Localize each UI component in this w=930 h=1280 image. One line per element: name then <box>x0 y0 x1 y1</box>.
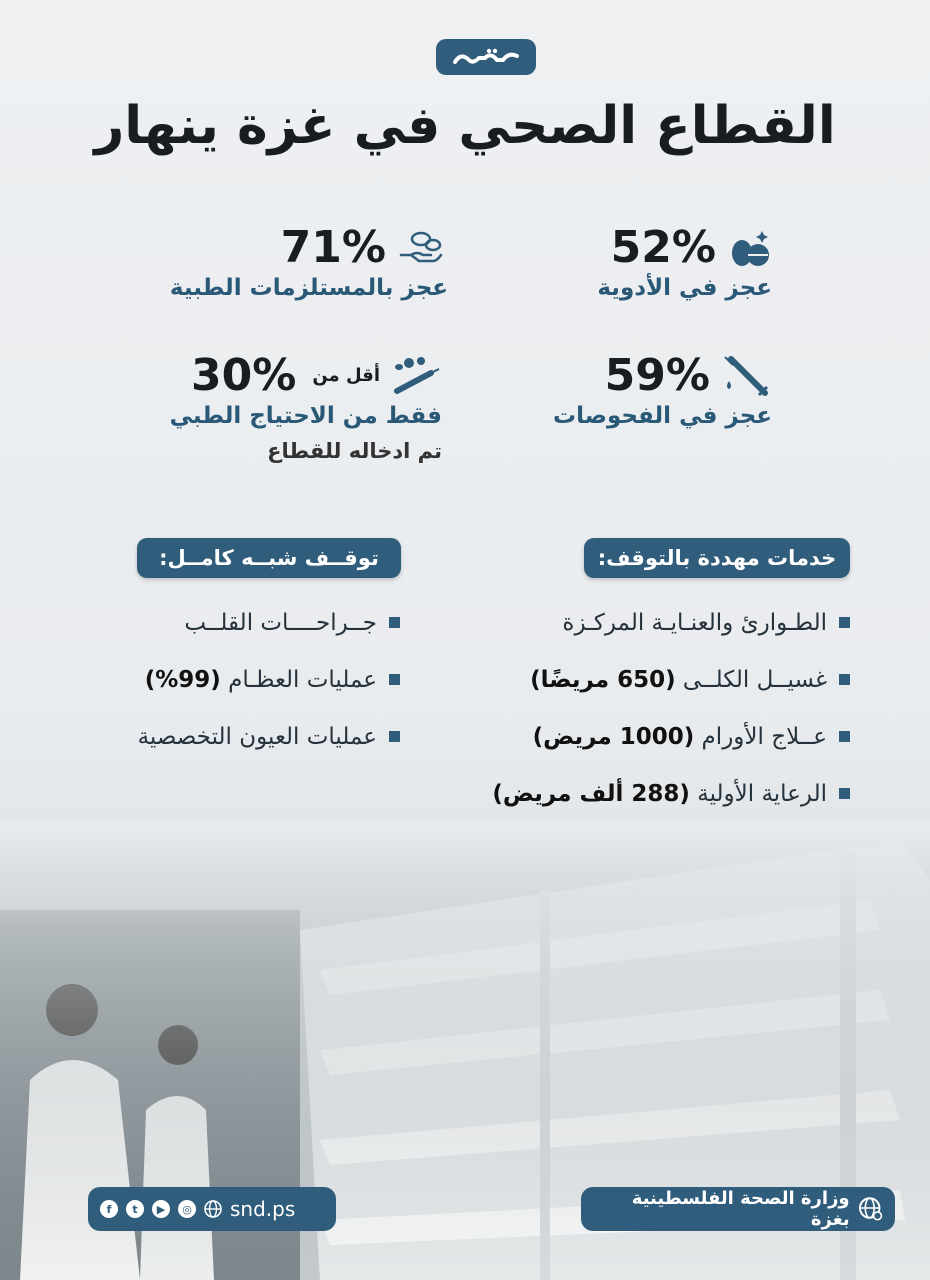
bullet-icon <box>389 731 400 742</box>
facebook-icon[interactable]: f <box>100 1200 118 1218</box>
syringe-icon <box>720 353 772 399</box>
syringe-pills-icon <box>390 353 442 399</box>
ministry-name: وزارة الصحة الفلسطينية بغزة <box>631 1188 850 1230</box>
pills-icon <box>726 225 772 271</box>
list-item-text: غسيــل الكلــى (650 مريضًا) <box>530 666 827 693</box>
stopped-list <box>80 594 400 765</box>
stat-prefix: أقل من <box>312 365 380 386</box>
threatened-heading: خدمات مهددة بالتوقف: <box>584 538 850 578</box>
social-bar <box>88 1187 336 1231</box>
globe-search-icon <box>858 1196 883 1222</box>
stat-label: عجز في الفحوصات <box>553 403 772 429</box>
list-item-text: جــراحــــات القلــب <box>184 609 377 636</box>
list-item-text: عــلاج الأورام (1000 مريض) <box>532 723 827 750</box>
brand-logo <box>436 39 536 75</box>
stat-label: عجز بالمستلزمات الطبية <box>169 275 448 301</box>
list-item <box>470 594 850 651</box>
list-item <box>470 765 850 822</box>
list-item <box>470 651 850 708</box>
hand-pills-icon <box>396 225 448 271</box>
list-item <box>80 594 400 651</box>
bullet-icon <box>839 674 850 685</box>
bullet-icon <box>389 617 400 628</box>
page-title: القطاع الصحي في غزة ينهار <box>94 96 836 156</box>
stat-sub: تم ادخاله للقطاع <box>267 439 442 463</box>
stat-needs <box>122 350 442 463</box>
list-item <box>470 708 850 765</box>
stat-value: 30% <box>191 350 297 401</box>
stat-label: عجز في الأدوية <box>597 275 772 301</box>
stat-tests <box>472 350 772 429</box>
stat-value: 59% <box>604 350 710 401</box>
bullet-icon <box>839 731 850 742</box>
list-item-text: الطـوارئ والعنـايـة المركـزة <box>562 609 827 636</box>
bullet-icon <box>839 617 850 628</box>
bullet-icon <box>839 788 850 799</box>
stat-supplies <box>128 222 448 301</box>
site-link[interactable]: snd.ps <box>230 1197 296 1221</box>
twitter-icon[interactable]: t <box>126 1200 144 1218</box>
stat-label: فقط من الاحتياج الطبي <box>169 403 442 429</box>
list-item <box>80 708 400 765</box>
list-item-text: الرعاية الأولية (288 ألف مريض) <box>492 780 827 807</box>
list-item-text: عمليات العظـام (99%) <box>144 666 377 693</box>
ministry-badge <box>581 1187 895 1231</box>
list-item <box>80 651 400 708</box>
threatened-list <box>470 594 850 822</box>
bullet-icon <box>389 674 400 685</box>
globe-icon <box>204 1200 222 1218</box>
stat-value: 52% <box>610 222 716 273</box>
stopped-heading: توقــف شبــه كامــل: <box>137 538 401 578</box>
instagram-icon[interactable]: ◎ <box>178 1200 196 1218</box>
youtube-icon[interactable]: ▶ <box>152 1200 170 1218</box>
stat-medicines <box>472 222 772 301</box>
stat-value: 71% <box>280 222 386 273</box>
list-item-text: عمليات العيون التخصصية <box>137 723 377 750</box>
snd-logo-icon <box>451 46 521 68</box>
